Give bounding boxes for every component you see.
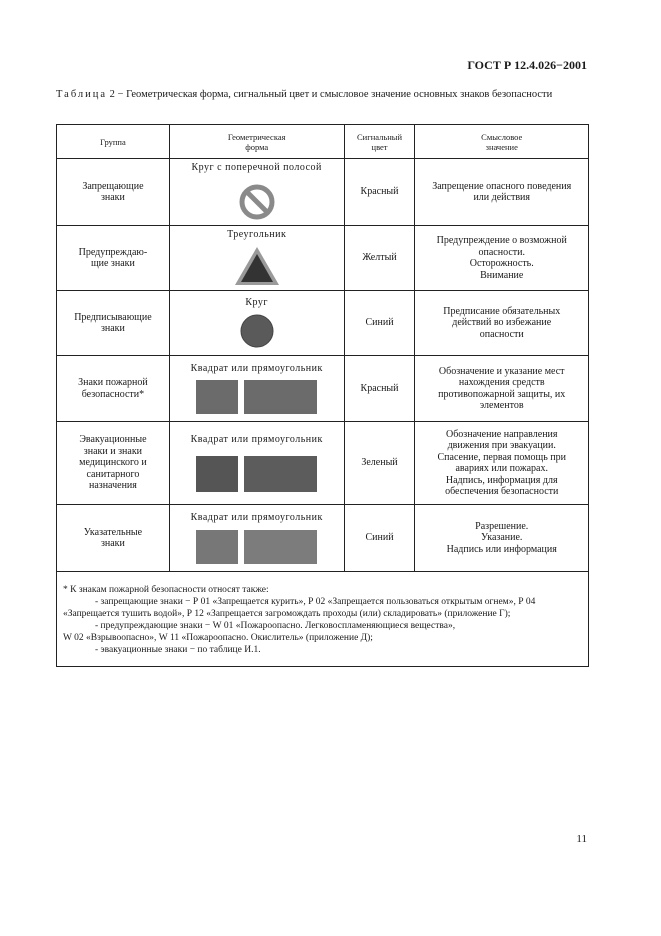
group-cell: Предупреждаю- щие знаки	[57, 226, 170, 291]
header-color: Сигнальный цвет	[344, 125, 415, 159]
header-group: Группа	[57, 125, 170, 159]
safety-signs-table	[56, 124, 589, 667]
color-cell: Желтый	[344, 226, 415, 291]
footnote-line: - эвакуационные знаки − по таблице И.1.	[95, 645, 261, 655]
table-row	[57, 422, 589, 505]
group-cell: Знаки пожарной безопасности*	[57, 356, 170, 422]
caption-label: Таблица	[56, 89, 108, 100]
footnote-line: W 02 «Взрывоопасно», W 11 «Пожароопасно. Окислитель» (приложение Д);	[63, 633, 373, 643]
table-row	[57, 291, 589, 356]
meaning-cell: Обозначение направления движения при эвакуации. Спасение, первая помощь при авариях или пожарах. Надпись, информация для обеспечения безопасности	[415, 422, 589, 505]
footnote-row	[57, 572, 589, 667]
shape-label: Квадрат или прямоугольник	[190, 362, 323, 374]
group-cell: Эвакуационные знаки и знаки медицинского и санитарного назначения	[57, 422, 170, 505]
color-cell: Зеленый	[344, 422, 415, 505]
square-sign-icon	[196, 380, 238, 414]
header-row	[57, 125, 589, 159]
shape-label: Квадрат или прямоугольник	[190, 512, 323, 524]
shape-label: Круг	[245, 297, 269, 309]
rectangle-sign-icon	[244, 456, 317, 492]
shape-cell	[169, 159, 344, 226]
meaning-cell: Разрешение. Указание. Надпись или информация	[415, 505, 589, 572]
rectangle-sign-icon	[244, 530, 317, 564]
table-caption	[56, 89, 596, 102]
header-meaning: Смысловое значение	[415, 125, 589, 159]
shape-cell	[169, 356, 344, 422]
meaning-cell: Предупреждение о возможной опасности. Осторожность. Внимание	[415, 226, 589, 291]
shape-label: Квадрат или прямоугольник	[190, 434, 323, 446]
group-cell: Предписывающие знаки	[57, 291, 170, 356]
shape-cell	[169, 291, 344, 356]
table-row	[57, 505, 589, 572]
color-cell: Синий	[344, 505, 415, 572]
shape-cell	[169, 422, 344, 505]
square-sign-icon	[196, 456, 238, 492]
page-number: 11	[576, 833, 587, 845]
group-cell: Указательные знаки	[57, 505, 170, 572]
warning-triangle-icon	[233, 245, 281, 287]
footnote-cell	[57, 572, 589, 667]
mandatory-circle-icon	[239, 313, 275, 349]
footnote-line: * К знакам пожарной безопасности относят также:	[63, 585, 269, 595]
caption-text: 2 − Геометрическая форма, сигнальный цвет и смысловое значение основных знаков безопасности	[107, 89, 553, 100]
shape-cell	[169, 505, 344, 572]
shape-cell	[169, 226, 344, 291]
shape-label: Круг с поперечной полосой	[191, 162, 322, 174]
footnote-line: - предупреждающие знаки − W 01 «Пожароопасно. Легковоспламеняющиеся вещества»,	[95, 621, 456, 631]
table-row	[57, 356, 589, 422]
table-row	[57, 226, 589, 291]
meaning-cell: Обозначение и указание мест нахождения средств противопожарной защиты, их элементов	[415, 356, 589, 422]
color-cell: Красный	[344, 159, 415, 226]
prohibition-circle-icon	[237, 182, 277, 222]
rectangle-sign-icon	[244, 380, 317, 414]
meaning-cell: Запрещение опасного поведения или действия	[415, 159, 589, 226]
table-row	[57, 159, 589, 226]
meaning-cell: Предписание обязательных действий во избежание опасности	[415, 291, 589, 356]
footnote-line: - запрещающие знаки − Р 01 «Запрещается курить», Р 02 «Запрещается пользоваться открытым огнем», Р 04 «Запрещается тушить водой», Р 12 «Запрещается загромождать проходы (или) складировать» (приложение Г);	[63, 597, 536, 619]
shape-label: Треугольник	[227, 229, 287, 241]
color-cell: Красный	[344, 356, 415, 422]
header-shape: Геометрическая форма	[169, 125, 344, 159]
color-cell: Синий	[344, 291, 415, 356]
group-cell: Запрещающие знаки	[57, 159, 170, 226]
square-sign-icon	[196, 530, 238, 564]
document-code: ГОСТ Р 12.4.026−2001	[467, 58, 587, 72]
